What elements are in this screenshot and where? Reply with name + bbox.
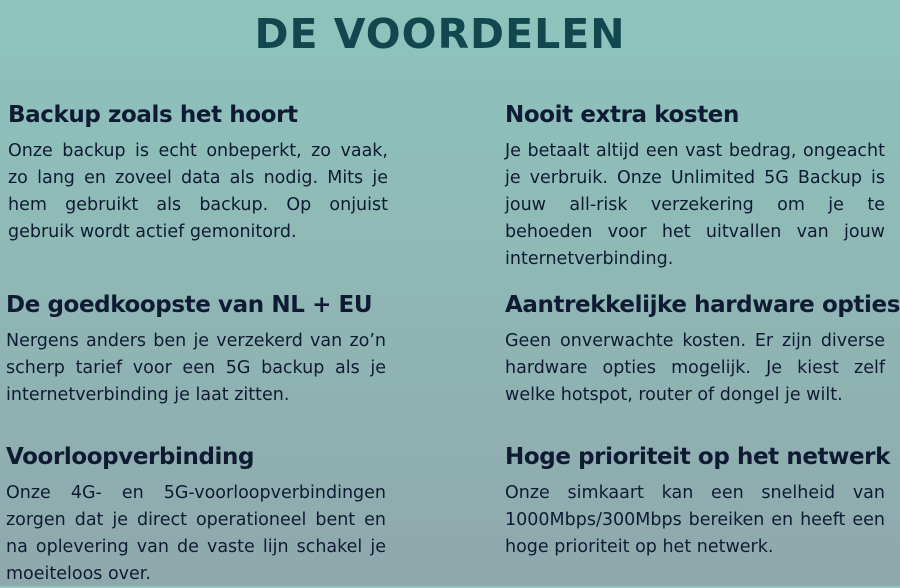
benefit-text: Je betaalt altijd een vast bedrag, ongeacht je verbruik. Onze Unlimited 5G Backup is jouw all-risk verzekering om je te behoeden voor het uitvallen van jouw internetverbinding. <box>505 141 885 269</box>
page-title: DE VOORDELEN <box>254 10 626 58</box>
benefit-network-priority <box>505 442 891 561</box>
benefit-text: Onze simkaart kan een snelheid van 1000Mbps/300Mbps bereiken en heeft een hoge prioriteit op het netwerk. <box>505 483 885 557</box>
benefit-heading: Aantrekkelijke hardware opties <box>505 292 900 318</box>
benefit-heading: Hoge prioriteit op het netwerk <box>505 444 891 470</box>
benefit-text: Onze 4G- en 5G-voorloopverbindingen zorgen dat je direct operationeel bent en na oplevering van de vaste lijn schakel je moeiteloos over. <box>6 483 386 584</box>
benefit-text: Nergens anders ben je verzekerd van zo’n scherp tarief voor een 5G backup als je internetverbinding je laat zitten. <box>6 331 386 405</box>
benefit-heading: De goedkoopste van NL + EU <box>6 292 373 318</box>
benefit-heading: Backup zoals het hoort <box>8 102 298 128</box>
benefit-cheapest <box>6 290 386 409</box>
benefit-text: Onze backup is echt onbeperkt, zo vaak, zo lang en zoveel data als nodig. Mits je hem gebruikt als backup. Op onjuist gebruik wordt actief gemonitord. <box>8 141 388 242</box>
benefit-heading: Voorloopverbinding <box>6 444 255 470</box>
benefit-no-extra-costs <box>505 100 885 273</box>
benefit-heading: Nooit extra kosten <box>505 102 739 128</box>
benefit-text: Geen onverwachte kosten. Er zijn diverse hardware opties mogelijk. Je kiest zelf welke hotspot, router of dongel je wilt. <box>505 331 885 405</box>
benefit-hardware-options <box>505 290 900 409</box>
benefit-pre-connection <box>6 442 386 588</box>
benefit-backup <box>8 100 388 246</box>
